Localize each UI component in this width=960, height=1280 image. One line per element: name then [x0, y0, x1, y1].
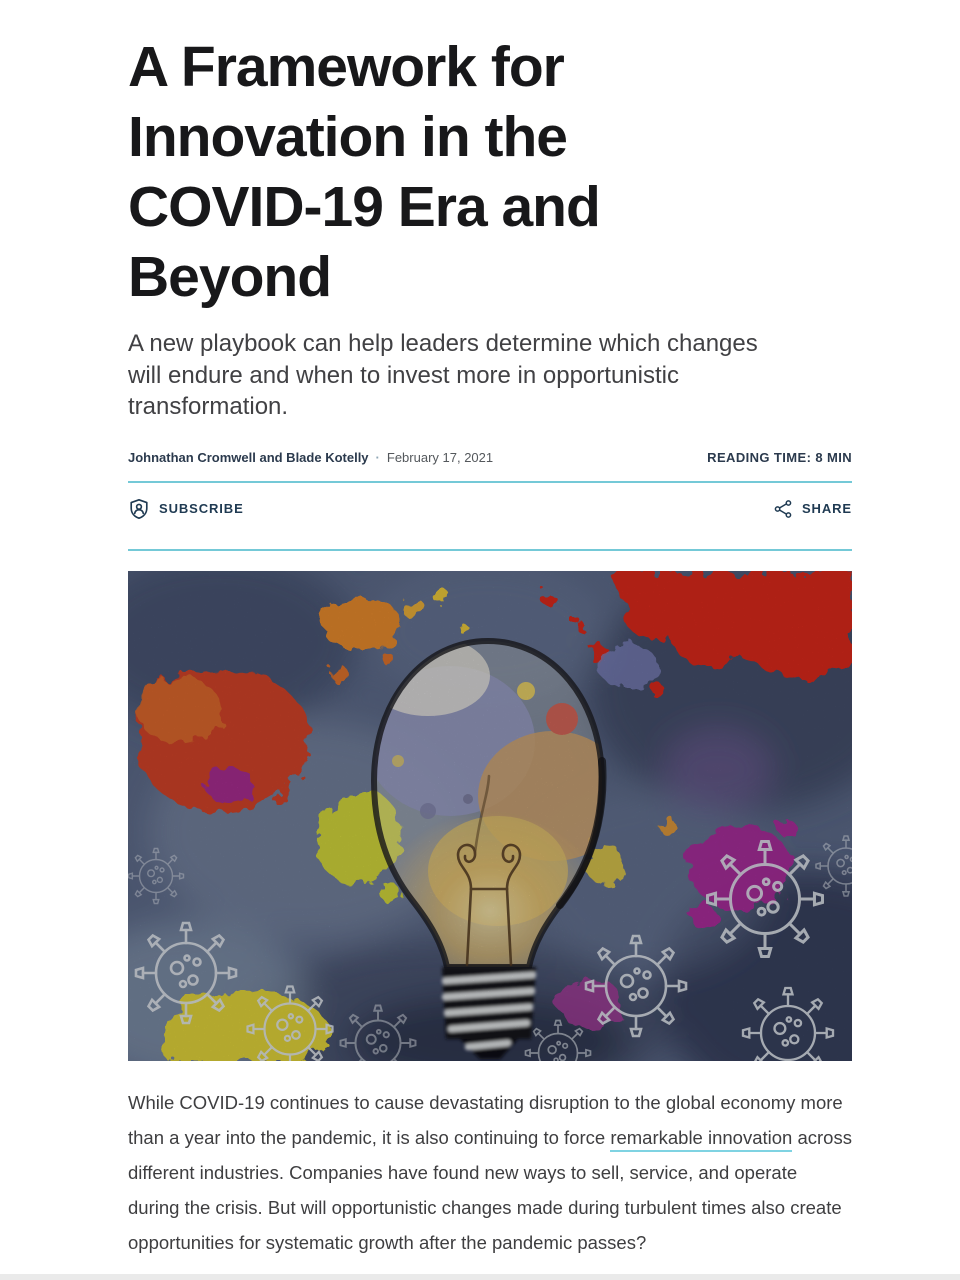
reading-time-badge: READING TIME: 8 MIN	[707, 449, 852, 465]
byline	[128, 449, 852, 467]
article-dek: A new playbook can help leaders determine which changes will endure and when to invest more in opportunistic transformation.	[128, 330, 758, 420]
title-line: A Framework for	[128, 35, 564, 99]
share-nodes-icon	[773, 499, 793, 519]
share-button[interactable]	[773, 499, 852, 519]
subscribe-label: SUBSCRIBE	[159, 501, 244, 516]
hero-image	[128, 571, 852, 1061]
hero-illustration	[128, 571, 852, 1061]
article-content	[128, 32, 852, 1260]
action-bar	[128, 483, 852, 535]
page-title	[128, 32, 852, 312]
share-label: SHARE	[801, 501, 852, 516]
byline-separator: ·	[375, 449, 380, 465]
paragraph-text: While COVID-19 continues to cause devastating disruption to the global economy more than a year into the pandemic, it is also continuing to force	[128, 1091, 843, 1148]
shield-person-icon	[128, 498, 150, 520]
byline-left	[128, 449, 493, 467]
inline-link-remarkable-innovation[interactable]: remarkable innovation	[610, 1127, 792, 1152]
author-names[interactable]: Johnathan Cromwell and Blade Kotelly	[128, 449, 369, 465]
title-line: Beyond	[128, 245, 332, 309]
page-bottom-strip	[0, 1274, 960, 1280]
article-paragraph	[128, 1085, 852, 1260]
paragraph-text: across different industries. Companies have found new ways to sell, service, and operate during the crisis. But will opportunistic changes made during turbulent times also create opportunities for systematic growth after the pandemic passes?	[128, 1126, 852, 1253]
divider-bottom	[128, 549, 852, 551]
publish-date: February 17, 2021	[386, 449, 494, 465]
title-line: Innovation in the	[128, 105, 567, 169]
title-line: COVID-19 Era and	[128, 175, 600, 239]
subscribe-button[interactable]	[128, 498, 244, 520]
